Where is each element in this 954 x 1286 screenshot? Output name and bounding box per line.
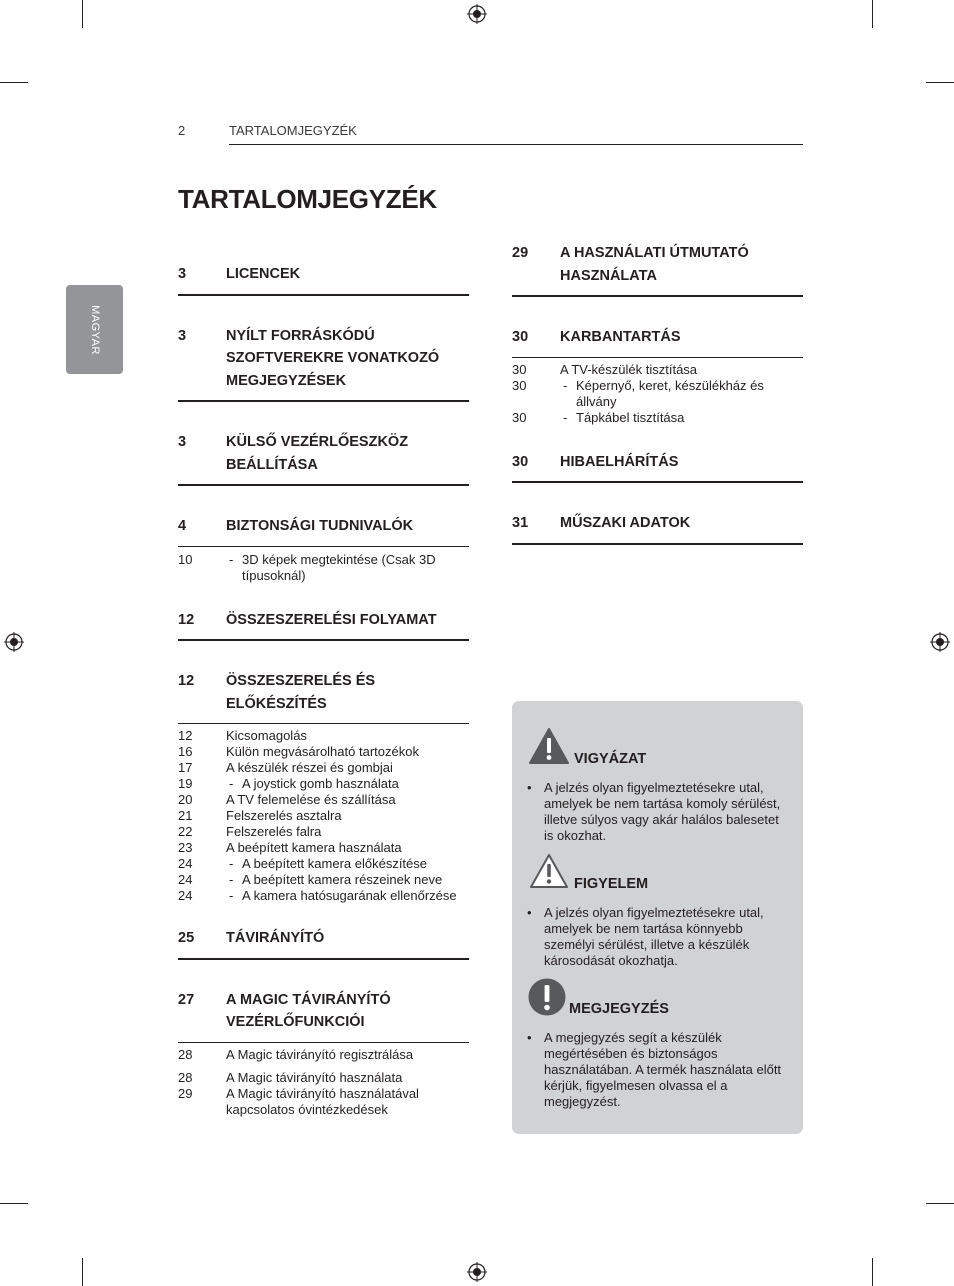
toc-title[interactable]: BIZTONSÁGI TUDNIVALÓK [226,518,414,534]
note-heading: MEGJEGYZÉS [569,1001,669,1017]
crop-mark [926,1203,954,1204]
toc-subitem[interactable]: 19 - A joystick gomb használata [178,776,469,792]
toc-page: 30 [512,453,529,470]
toc-title[interactable]: KÜLSŐ VEZÉRLŐESZKÖZ BEÁLLÍTÁSA [226,434,409,473]
toc-subitem[interactable]: 30 A TV-készülék tisztítása [512,361,698,377]
toc-subitem[interactable]: 16 Külön megvásárolható tartozékok [178,744,419,759]
header-rule [229,144,803,145]
page-title: TARTALOMJEGYZÉK [178,184,437,214]
toc-section [178,263,469,296]
registration-mark-icon [4,632,24,652]
crop-mark [0,82,28,83]
toc-subitem[interactable]: 24 - A beépített kamera részeinek neve [178,872,469,888]
toc-title[interactable]: LICENCEK [226,266,301,282]
toc-subitem[interactable]: 30 - Tápkábel tisztítása [512,410,803,426]
toc-subitem[interactable]: 28 A Magic távirányító regisztrálása [178,1046,414,1062]
toc-section [178,989,469,1118]
page-number: 2 [178,123,186,138]
toc-page: 4 [178,518,187,534]
registration-mark-icon [930,632,950,652]
toc-subitem[interactable]: 24 - A beépített kamera előkészítése [178,856,469,872]
toc-page: 3 [178,327,187,344]
toc-title[interactable]: NYÍLT FORRÁSKÓDÚ SZOFTVEREKRE VONATKOZÓ MEGJEGYZÉSEK [226,327,440,389]
toc-subitem[interactable]: 22 Felszerelés falra [178,824,322,839]
toc-section [178,670,469,904]
toc-page: 31 [512,515,529,531]
toc-subitem[interactable]: 17 A készülék részei és gombjai [178,760,393,775]
warning-triangle-filled-icon [528,727,570,765]
toc-page: 30 [512,329,529,345]
toc-page: 12 [178,673,195,689]
language-tab [66,285,123,374]
toc-subitem[interactable]: 21 Felszerelés asztalra [178,808,342,823]
toc-subitem[interactable]: 12 Kicsomagolás [178,728,307,743]
toc-title[interactable]: ÖSSZESZERELÉS ÉS ELŐKÉSZÍTÉS [226,673,376,712]
toc-subitem[interactable]: 10 - 3D képek megtekintése (Csak 3D típusoknál) [178,552,469,584]
crop-mark [82,1258,83,1286]
warning-text: • A jelzés olyan figyelmeztetésekre utal, amelyek be nem tartása komoly sérülést, illetve súlyos vagy akár halálos balesetet is okozhat. [544,780,789,844]
caution-heading: FIGYELEM [574,876,649,892]
language-tab-label: MAGYAR [88,304,101,355]
toc-section [512,451,803,484]
toc-page: 25 [178,930,195,946]
note-circle-icon [527,977,567,1017]
note-text: • A megjegyzés segít a készülék megértésében és biztonságos használatában. A termék használata előtt kérjük, figyelmesen olvassa el a megjegyzést. [544,1030,789,1110]
registration-mark-icon [467,4,487,24]
toc-title[interactable]: KARBANTARTÁS [560,329,681,345]
toc-section [512,326,803,426]
toc-section [512,242,803,297]
warning-heading: VIGYÁZAT [574,751,647,767]
toc-title[interactable]: HIBAELHÁRÍTÁS [560,453,679,470]
toc-page: 29 [512,245,529,261]
crop-mark [926,82,954,83]
caution-text: • A jelzés olyan figyelmeztetésekre utal, amelyek be nem tartása könnyebb személyi sérülést, illetve a készülék károsodását okozhatja. [544,905,789,969]
toc-subitem[interactable]: 30 - Képernyő, keret, készülékház és állvány [512,378,803,410]
crop-mark [872,1258,873,1286]
toc-page: 3 [178,434,187,450]
caution-triangle-outline-icon [528,852,570,890]
toc-section [178,515,469,584]
toc-subitem[interactable]: 20 A TV felemelése és szállítása [178,792,396,807]
toc-title[interactable]: A MAGIC TÁVIRÁNYÍTÓ VEZÉRLŐFUNKCIÓI [226,991,391,1030]
toc-page: 12 [178,611,195,628]
crop-mark [82,0,83,28]
toc-subitem[interactable]: 23 A beépített kamera használata [178,840,402,855]
toc-page: 27 [178,991,195,1008]
crop-mark [872,0,873,28]
toc-subitem[interactable]: 28 A Magic távirányító használata [178,1069,403,1085]
toc-section [512,512,803,545]
toc-title[interactable]: ÖSSZESZERELÉSI FOLYAMAT [226,611,437,628]
notice-box [512,701,803,1134]
toc-right-column [512,242,803,545]
toc-section [178,927,469,960]
toc-section [178,431,469,486]
toc-left-column [178,263,469,1118]
toc-section [178,609,469,642]
crop-mark [0,1203,28,1204]
toc-subitem[interactable]: 29 A Magic távirányító használatával kapcsolatos óvintézkedések [178,1085,419,1117]
toc-title[interactable]: A HASZNÁLATI ÚTMUTATÓ HASZNÁLATA [560,245,749,284]
running-header: TARTALOMJEGYZÉK [229,123,357,138]
toc-subitem[interactable]: 24 - A kamera hatósugarának ellenőrzése [178,888,469,904]
toc-page: 3 [178,266,187,282]
toc-title[interactable]: MŰSZAKI ADATOK [560,515,691,531]
registration-mark-icon [467,1262,487,1282]
toc-section [178,325,469,403]
toc-title[interactable]: TÁVIRÁNYÍTÓ [226,930,325,946]
